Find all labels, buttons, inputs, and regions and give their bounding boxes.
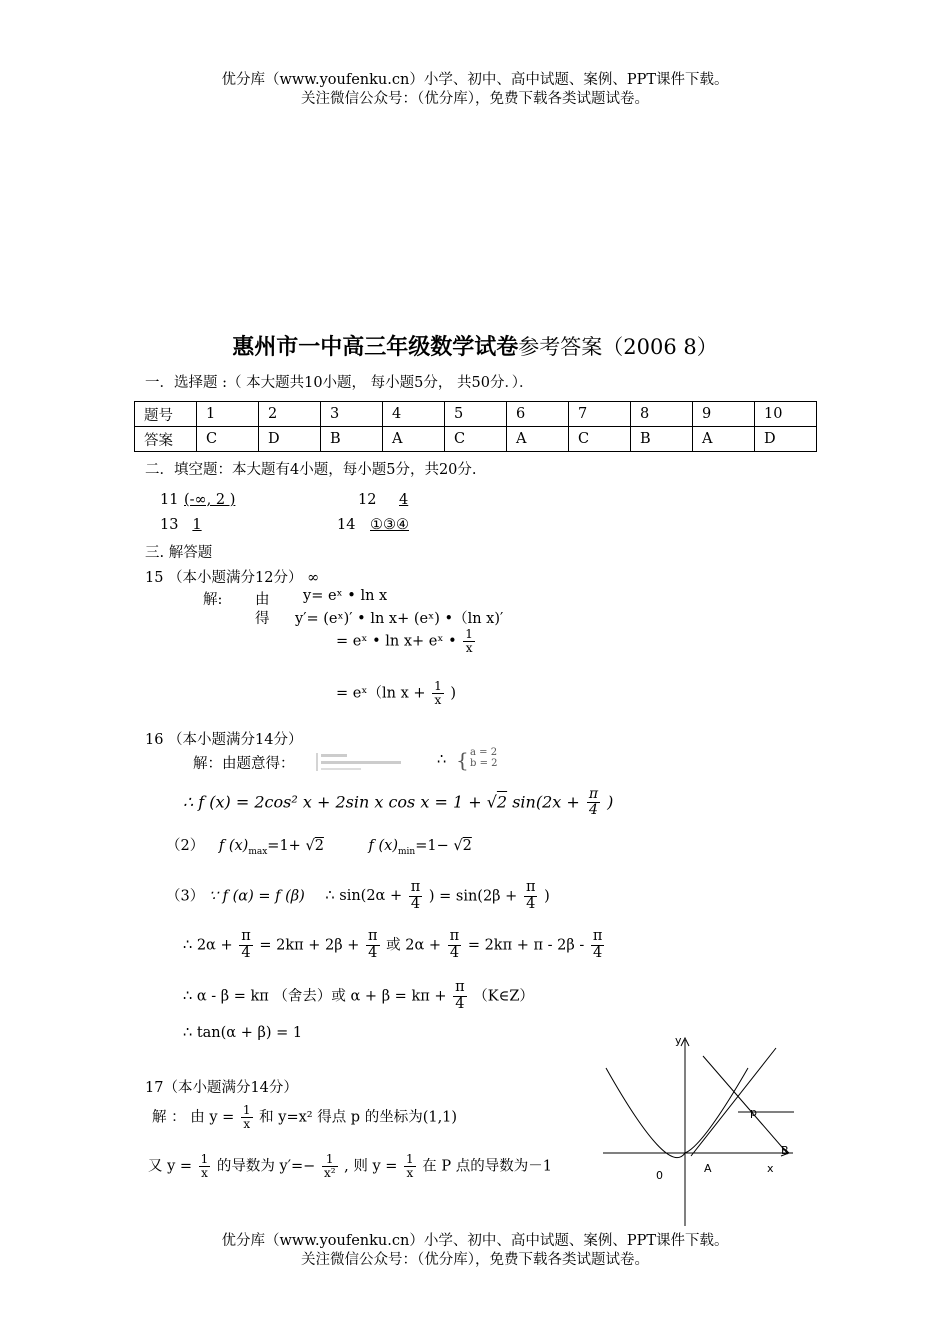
fraction	[524, 880, 538, 913]
frac-num: 1	[242, 1103, 251, 1117]
q15-line4	[336, 680, 456, 707]
q14-label: 14	[337, 517, 356, 533]
brace-icon: {	[456, 748, 469, 772]
fraction	[322, 1153, 338, 1180]
table-cell: 题号	[135, 402, 197, 427]
blurred-equation-image	[314, 750, 409, 774]
q15-line3	[336, 628, 477, 655]
q15-line3-text: = eˣ • ln x+ eˣ •	[336, 633, 457, 650]
q11-label: 11	[160, 492, 179, 508]
q16-intro: 解：由题意得：	[193, 756, 295, 772]
footer-line-1: 优分库（www.youfenku.cn）小学、初中、高中试题、案例、PPT课件下载。	[221, 1233, 729, 1249]
p2-label: （2）	[166, 838, 205, 854]
frac-den: 4	[410, 895, 421, 912]
origin-label: 0	[656, 1169, 663, 1182]
table-cell: D	[755, 427, 817, 452]
table-cell: B	[631, 427, 693, 452]
line-c-3: α + β = kπ +	[350, 988, 447, 1005]
table-cell: C	[445, 427, 507, 452]
frac-num: π	[525, 879, 536, 895]
point-a-label: A	[704, 1162, 712, 1175]
line-b-3: 2α +	[405, 937, 442, 954]
table-cell: B	[321, 427, 383, 452]
f-line-left: ∴ f (x) = 2cos² x + 2sin x cos x = 1 +	[183, 792, 482, 812]
q17-line1	[152, 1104, 457, 1131]
p3-mid: ) = sin(2β +	[428, 888, 518, 905]
point-b-label: B	[781, 1144, 789, 1157]
table-cell: 6	[507, 402, 569, 427]
frac-num: π	[455, 979, 465, 995]
frac-num: π	[241, 928, 251, 944]
fraction	[432, 680, 444, 707]
q16-line-b	[183, 929, 606, 962]
fraction	[587, 787, 600, 819]
line-c-4: （K∈Z）	[473, 988, 534, 1005]
line1-b: 和 y=x² 得点 p 的坐标为(1,1)	[259, 1109, 458, 1126]
frac-den: 4	[593, 944, 603, 961]
close-paren: )	[544, 888, 550, 905]
q13-label: 13	[160, 517, 179, 533]
frac-num: π	[449, 928, 460, 944]
q16-heading: 16 （本小题满分14分）	[145, 732, 303, 748]
table-cell: 2	[259, 402, 321, 427]
table-cell: C	[197, 427, 259, 452]
parabola-curve	[606, 1068, 748, 1158]
fraction	[409, 880, 423, 913]
page-title	[0, 330, 950, 361]
header-line-1: 优分库（www.youfenku.cn）小学、初中、高中试题、案例、PPT课件下载。	[221, 72, 729, 88]
q12-label: 12	[358, 492, 377, 508]
table-cell: 答案	[135, 427, 197, 452]
fraction	[591, 929, 605, 962]
q15-line2: y′= (eˣ)′ • ln x+ (eˣ) •（ln x)′	[295, 611, 504, 627]
q12-answer: 4	[399, 492, 409, 508]
max-sub: max	[248, 846, 268, 857]
min-val: =1−	[415, 838, 449, 854]
q15-line1: y= eˣ • ln x	[303, 588, 388, 604]
q16-line-d: ∴ tan(α + β) = 1	[183, 1025, 303, 1041]
line2-c: , 则 y =	[344, 1158, 398, 1175]
max-val: =1+	[267, 838, 301, 854]
function-graph	[598, 1028, 808, 1228]
x-label: x	[767, 1162, 774, 1175]
line-b-or: 或	[386, 937, 401, 954]
table-cell: 8	[631, 402, 693, 427]
fraction	[448, 929, 462, 962]
line-b-1: ∴ 2α +	[183, 937, 233, 954]
line-c-2: （舍去）或	[273, 988, 346, 1005]
fraction	[199, 1153, 211, 1180]
q15-jie: 解:	[203, 592, 223, 608]
fraction	[453, 980, 467, 1013]
q17-line2	[148, 1153, 552, 1180]
line-b-4: = 2kπ + π - 2β -	[467, 937, 585, 954]
frac-den: x	[434, 693, 442, 708]
frac-num: 1	[465, 627, 473, 641]
frac-den: x	[201, 1166, 208, 1181]
min-sub: min	[398, 846, 416, 857]
frac-num: 1	[406, 1152, 414, 1166]
line-c-1: ∴ α - β = kπ	[183, 988, 269, 1005]
q15-line4-text: = eˣ（ln x +	[336, 685, 426, 702]
title-rest: 参考答案（2006 8）	[518, 335, 718, 359]
fraction	[241, 1104, 253, 1131]
table-cell: A	[693, 427, 755, 452]
p3-therefore: ∴ sin(2α +	[325, 888, 403, 905]
q16-f-line	[183, 787, 613, 819]
sqrt-symbol: √2	[305, 838, 324, 854]
tangent-line-1	[691, 1048, 776, 1156]
table-cell: D	[259, 427, 321, 452]
max-expr: f (x)	[218, 838, 249, 854]
q14-answer: ①③④	[370, 517, 409, 533]
frac-num: 1	[322, 1153, 338, 1167]
p3-label: （3）	[166, 888, 205, 905]
frac-num: π	[588, 786, 599, 802]
frac-num: π	[368, 928, 378, 944]
frac-num: π	[410, 879, 421, 895]
tangent-line-2	[703, 1056, 788, 1154]
q16-line-c	[183, 980, 534, 1013]
sqrt-symbol: √2	[486, 792, 508, 812]
f-line-right: sin(2x +	[512, 792, 580, 812]
line1-a: 解 ： 由 y =	[152, 1109, 235, 1126]
q16-p2	[166, 834, 472, 857]
sqrt-arg: 2	[496, 792, 508, 812]
line2-a: 又 y =	[148, 1158, 193, 1175]
table-cell: A	[507, 427, 569, 452]
q15-heading: 15 （本小题满分12分） ∞	[145, 570, 320, 586]
q16-system	[470, 747, 498, 769]
table-cell: A	[383, 427, 445, 452]
point-p-label: p	[750, 1106, 757, 1119]
q17-heading: 17（本小题满分14分）	[145, 1080, 298, 1096]
line2-d: 在 P 点的导数为－1	[422, 1158, 552, 1175]
q16-p3	[166, 880, 550, 913]
sqrt-arg: 2	[462, 838, 472, 854]
table-cell: 1	[197, 402, 259, 427]
header-line-2: 关注微信公众号：（优分库），免费下载各类试题试卷。	[301, 91, 649, 107]
blurred-equation-icon	[314, 750, 409, 774]
frac-den: x	[406, 1166, 414, 1181]
y-label: y	[675, 1034, 682, 1047]
frac-num: 1	[200, 1152, 209, 1166]
table-row	[135, 402, 817, 427]
p3-because: ∵ f (α) = f (β)	[208, 888, 305, 905]
fraction	[404, 1153, 416, 1180]
table-cell: 9	[693, 402, 755, 427]
frac-den: 4	[449, 944, 460, 961]
section1-heading: 一．选择题 :（ 本大题共10小题， 每小题5分， 共50分．）．	[145, 375, 534, 391]
close-paren: )	[607, 792, 614, 812]
q13-answer: 1	[192, 517, 202, 533]
sqrt-symbol: √2	[453, 838, 472, 854]
system-top: a = 2	[470, 747, 498, 758]
table-cell: 3	[321, 402, 383, 427]
answer-table	[134, 401, 817, 452]
frac-den: 4	[455, 995, 465, 1012]
table-cell: 5	[445, 402, 507, 427]
title-bold: 惠州市一中高三年级数学试卷	[232, 334, 519, 360]
frac-den: 4	[368, 944, 378, 961]
frac-den: x	[465, 641, 473, 656]
section3-heading: 三. 解答题	[145, 545, 213, 561]
section2-heading: 二．填空题：本大题有4小题，每小题5分，共20分.	[145, 462, 477, 478]
table-cell: 4	[383, 402, 445, 427]
q11-answer: (-∞, 2 )	[184, 492, 236, 508]
table-cell: C	[569, 427, 631, 452]
frac-den: x	[243, 1117, 251, 1132]
frac-num: π	[592, 928, 603, 944]
table-cell: 10	[755, 402, 817, 427]
q15-line4-close: )	[450, 685, 457, 702]
frac-den: 4	[526, 895, 536, 912]
frac-den: 4	[241, 944, 251, 961]
frac-num: 1	[434, 679, 442, 693]
frac-den: x²	[323, 1166, 336, 1181]
line-b-2: = 2kπ + 2β +	[259, 937, 360, 954]
table-cell: 7	[569, 402, 631, 427]
frac-den: 4	[589, 802, 598, 819]
table-row	[135, 427, 817, 452]
q16-therefore: ∴	[437, 752, 447, 768]
q15-you: 由	[255, 592, 270, 608]
q15-de: 得	[255, 611, 270, 627]
min-expr: f (x)	[368, 838, 398, 854]
line2-b: 的导数为 y′=−	[216, 1158, 316, 1175]
fraction	[366, 929, 380, 962]
sqrt-arg: 2	[314, 838, 324, 854]
fraction	[239, 929, 253, 962]
system-bottom: b = 2	[470, 758, 498, 769]
footer-line-2: 关注微信公众号：（优分库），免费下载各类试题试卷。	[301, 1252, 649, 1268]
fraction	[463, 628, 475, 655]
